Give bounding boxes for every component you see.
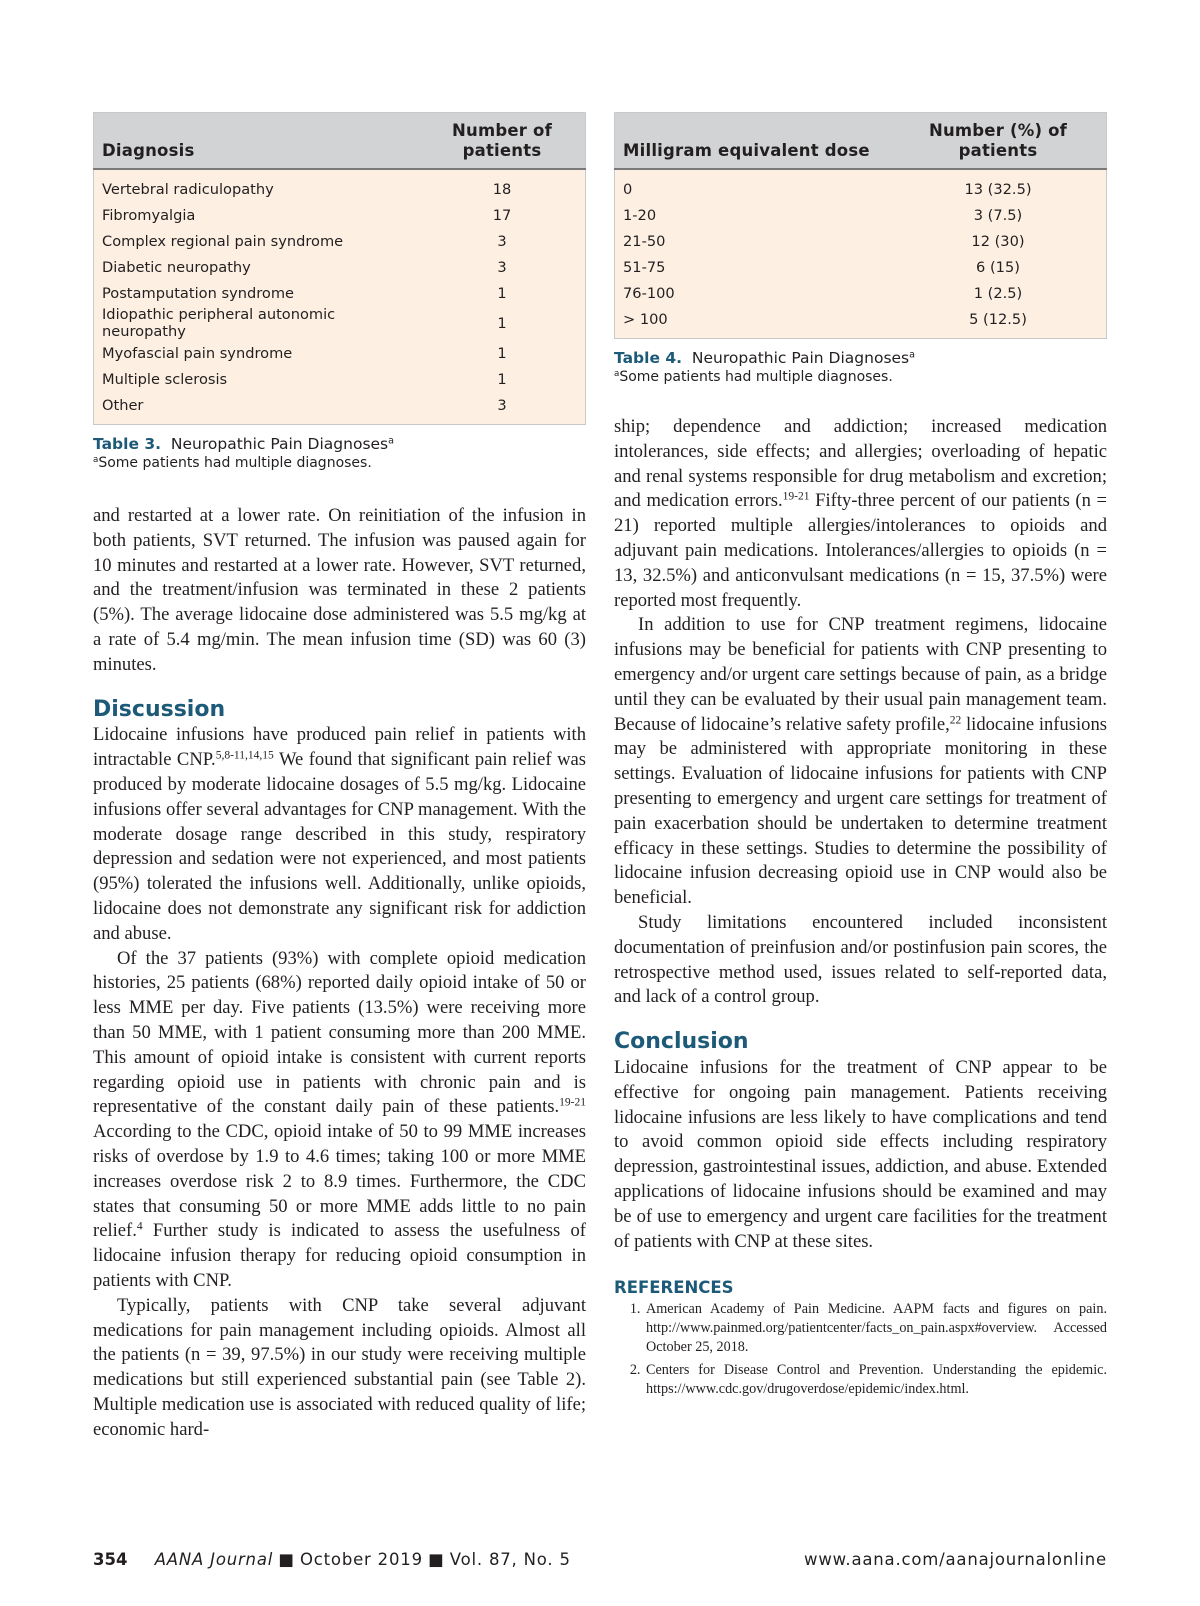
right-paragraph-3: Study limitations encountered included inconsistent documentation of preinfusion and/or postinfusion pain scores, the retrospective method used, issues related to self-reported data, and lack of a control group.	[614, 911, 1107, 1008]
reference-item: 2. Centers for Disease Control and Prevention. Understanding the epidemic. https://www.cdc.gov/drugoverdose/epidemic/index.html.	[644, 1361, 1107, 1399]
text-run: According to the CDC, opioid intake of 50 to 99 MME increases risks of overdose by 1.9 to 4.6 times; taking 100 or more MME increases overdose risk 2 to 8.9 times. Furthermore, the CDC states that consuming 50 or more MME adds little to no pain relief.	[93, 1121, 586, 1242]
table4-header-count: Number (%) of patients	[890, 113, 1107, 170]
table4-note-sup: a	[614, 369, 620, 380]
table3-caption	[93, 435, 586, 453]
row-value: 12 (30)	[890, 228, 1107, 254]
citation: 19-21	[782, 491, 810, 504]
footer-separator: ■	[428, 1550, 445, 1569]
table3-header-count: Number of patients	[419, 113, 586, 170]
table-row	[94, 306, 586, 340]
row-label: Fibromyalgia	[94, 202, 420, 228]
journal-website: www.aana.com/aanajournalonline	[804, 1550, 1107, 1569]
table3-note-sup: a	[93, 455, 99, 466]
references-list	[614, 1300, 1107, 1399]
row-value: 1	[419, 280, 586, 306]
row-value: 1	[419, 366, 586, 392]
row-label: 1-20	[615, 202, 891, 228]
table-row	[615, 202, 1107, 228]
text-run: Of the 37 patients (93%) with complete opioid medication histories, 25 patients (68%) reported daily opioid intake of 50 or less MME per day. Five patients (13.5%) were receiving more than 50 MME, with 1 patient consuming more than 200 MME. This amount of opioid intake is consistent with current reports regarding opioid use in patients with chronic pain and is representative of the constant daily pain of these patients.	[93, 947, 586, 1118]
table4-caption-title: Neuropathic Pain Diagnoses	[691, 349, 910, 367]
table3-caption-sup: a	[388, 435, 395, 447]
row-label: Diabetic neuropathy	[94, 254, 420, 280]
table3-caption-title: Neuropathic Pain Diagnoses	[170, 435, 389, 453]
left-body-text	[93, 504, 586, 1442]
citation: 22	[949, 714, 962, 727]
table-row	[615, 254, 1107, 280]
citation: 4	[136, 1220, 143, 1233]
table-row	[94, 280, 586, 306]
row-value: 1	[419, 340, 586, 366]
text-run: Fifty-three percent of our patients (n = 21) reported multiple allergies/intolerances to opioids and adjuvant pain medications. Intolerances/allergies to opioids (n = 13, 32.5%) and anticonvulsant medications (n = 15, 37.5%) were reported most frequently.	[614, 490, 1107, 611]
page-footer	[93, 1550, 1107, 1569]
table4-caption	[614, 349, 1107, 367]
table-row	[615, 280, 1107, 306]
left-column	[93, 112, 586, 1442]
left-paragraph-1: and restarted at a lower rate. On reinitiation of the infusion in both patients, SVT returned. The infusion was paused again for 10 minutes and restarted at a lower rate. However, SVT returned, and the treatment/infusion was terminated in these 2 patients (5%). The average lidocaine dose administered was 5.5 mg/kg at a rate of 5.4 mg/min. The mean infusion time (SD) was 60 (3) minutes.	[93, 505, 586, 675]
row-value: 3	[419, 254, 586, 280]
footer-separator: ■	[278, 1550, 295, 1569]
conclusion-paragraph: Lidocaine infusions for the treatment of CNP appear to be effective for ongoing pain management. Patients receiving lidocaine infusions are less likely to have complications and tend to avoid common opioid side effects including respiratory depression, gastrointestinal issues, addiction, and abuse. Extended applications of lidocaine infusions should be examined and may be of use to emergency and urgent care facilities for the treatment of patients with CNP at these sites.	[614, 1056, 1107, 1252]
table4-header-dose: Milligram equivalent dose	[615, 113, 891, 170]
table-row	[94, 254, 586, 280]
table-row	[94, 340, 586, 366]
citation: 19-21	[559, 1097, 586, 1109]
table-row	[94, 366, 586, 392]
reference-item: 1. American Academy of Pain Medicine. AAPM facts and figures on pain. http://www.painmed.org/patientcenter/facts_on_pain.aspx#overview. Accessed October 25, 2018.	[644, 1300, 1107, 1357]
table4-body	[615, 169, 1107, 339]
table4-note	[614, 369, 1107, 385]
table-row	[615, 306, 1107, 339]
row-label: Myofascial pain syndrome	[94, 340, 420, 366]
row-label: Vertebral radiculopathy	[94, 169, 420, 202]
row-label: Other	[94, 392, 420, 425]
text-run: Further study is indicated to assess the usefulness of lidocaine infusion therapy for reducing opioid consumption in patients with CNP.	[93, 1220, 586, 1291]
row-value: 13 (32.5)	[890, 169, 1107, 202]
table4-note-text: Some patients had multiple diagnoses.	[619, 369, 893, 385]
issue-date: October 2019	[300, 1550, 423, 1569]
text-run: In addition to use for CNP treatment regimens, lidocaine infusions may be beneficial for patients with CNP presenting to emergency and/or urgent care settings because of pain, as a bridge until they can be evaluated by their usual pain management team. Because of lidocaine’s relative safety profile,	[614, 614, 1107, 735]
volume-info: Vol. 87, No. 5	[449, 1550, 571, 1569]
row-label: Complex regional pain syndrome	[94, 228, 420, 254]
row-value: 1	[419, 306, 586, 340]
right-column	[614, 112, 1107, 1403]
references-heading: REFERENCES	[614, 1278, 734, 1298]
table3-note	[93, 455, 586, 471]
references-section	[614, 1278, 1107, 1399]
row-value: 6 (15)	[890, 254, 1107, 280]
table4-caption-sup: a	[909, 349, 916, 361]
table3-body	[94, 169, 586, 425]
table3-note-text: Some patients had multiple diagnoses.	[98, 455, 372, 471]
page-number: 354	[93, 1550, 128, 1569]
table-3	[93, 112, 586, 425]
row-label: Idiopathic peripheral autonomic neuropathy	[94, 306, 420, 340]
row-value: 1 (2.5)	[890, 280, 1107, 306]
row-label: 51-75	[615, 254, 891, 280]
discussion-heading: Discussion	[93, 696, 226, 722]
right-paragraph-2	[614, 613, 1107, 911]
table-row	[615, 169, 1107, 202]
row-value: 3	[419, 228, 586, 254]
discussion-paragraph-3: Typically, patients with CNP take several adjuvant medications for pain management including opioids. Almost all the patients (n = 39, 97.5%) in our study were receiving multiple medications but still experienced substantial pain (see Table 2). Multiple medication use is associated with reduced quality of life; economic hard-	[93, 1294, 586, 1440]
table3-caption-label: Table 3.	[93, 435, 162, 453]
row-value: 17	[419, 202, 586, 228]
citation: 5,8-11,14,15	[215, 749, 274, 762]
row-value: 5 (12.5)	[890, 306, 1107, 339]
text-run: We found that significant pain relief was produced by moderate lidocaine dosages of 5.5 mg/kg. Lidocaine infusions offer several advantages for CNP management. With the moderate dosage range described in this study, respiratory depression and sedation were not experienced, and most patients (95%) tolerated the infusions well. Additionally, unlike opioids, lidocaine does not demonstrate any significant risk for addiction and abuse.	[93, 749, 586, 944]
row-value: 3	[419, 392, 586, 425]
row-label: > 100	[615, 306, 891, 339]
right-paragraph-1	[614, 415, 1107, 613]
table-row	[94, 228, 586, 254]
row-label: Postamputation syndrome	[94, 280, 420, 306]
text-run: Lidocaine infusions have produced pain relief in patients with intractable CNP.	[93, 724, 586, 771]
row-label: Multiple sclerosis	[94, 366, 420, 392]
table4-caption-label: Table 4.	[614, 349, 683, 367]
text-run: lidocaine infusions may be administered with appropriate monitoring in these settings. Evaluation of lidocaine infusions for patients with CNP presenting to emergency and urgent care settings for treatment of pain exacerbation should be undertaken to determine treatment efficacy in these settings. Studies to determine the possibility of lidocaine infusion decreasing opioid use in CNP would also be beneficial.	[614, 713, 1107, 909]
right-body-text	[614, 415, 1107, 1254]
row-value: 3 (7.5)	[890, 202, 1107, 228]
row-label: 21-50	[615, 228, 891, 254]
discussion-paragraph-2	[93, 947, 586, 1294]
conclusion-heading: Conclusion	[614, 1029, 749, 1055]
row-label: 0	[615, 169, 891, 202]
text-run: ship; dependence and addiction; increased medication intolerances, side effects; and allergies; overloading of hepatic and renal systems responsible for drug metabolism and excretion; and medication errors.	[614, 416, 1107, 512]
discussion-paragraph-1	[93, 723, 586, 946]
table-row	[94, 202, 586, 228]
table-row	[615, 228, 1107, 254]
table-row	[94, 392, 586, 425]
table-4	[614, 112, 1107, 339]
row-label: 76-100	[615, 280, 891, 306]
journal-name: AANA Journal	[154, 1550, 274, 1569]
table-row	[94, 169, 586, 202]
row-value: 18	[419, 169, 586, 202]
table3-header-diagnosis: Diagnosis	[94, 113, 420, 170]
